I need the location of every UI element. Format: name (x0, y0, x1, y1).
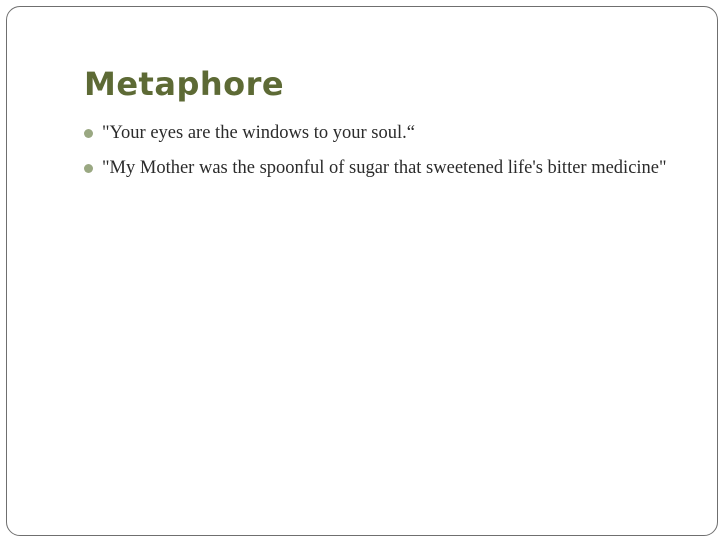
bullet-item (84, 156, 684, 181)
bullet-list (84, 121, 684, 191)
bullet-text: "My Mother was the spoonful of sugar that sweetened life's bitter medicine" (102, 158, 667, 178)
bullet-text: "Your eyes are the windows to your soul.“ (102, 123, 415, 143)
bullet-item (84, 121, 684, 146)
slide-title: Metaphore (84, 65, 285, 103)
bullet-icon (84, 129, 93, 138)
bullet-icon (84, 164, 93, 173)
